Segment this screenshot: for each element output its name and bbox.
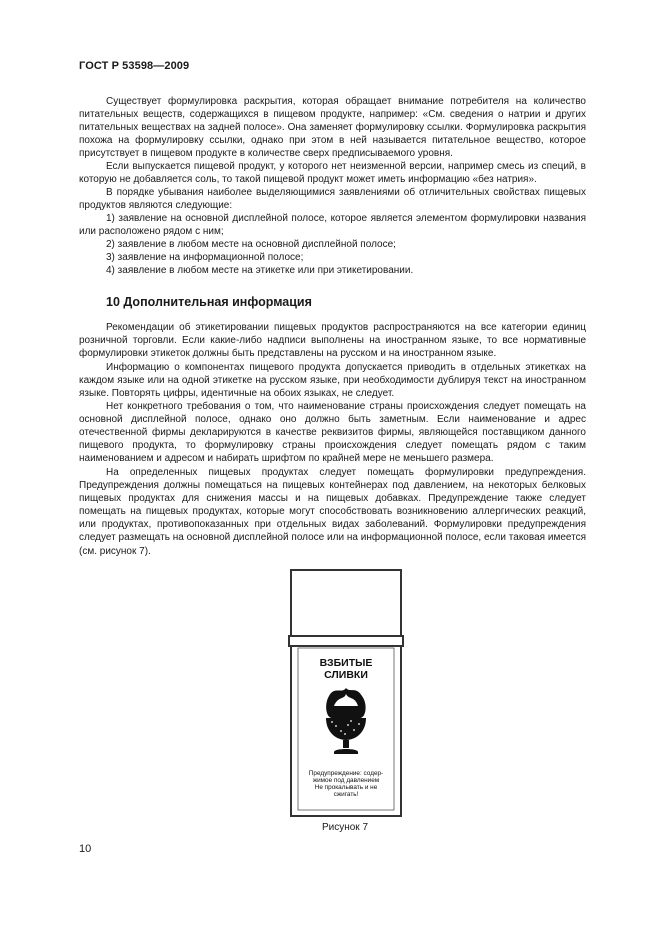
list-item-3: 3) заявление на информационной полосе; [106, 252, 304, 263]
paragraph-warnings: На определенных пищевых продуктах следует помещать формулировки предупреждения. Предупреждения должны помещаться на пищевых контейнерах под давлением, на некоторых белковых пищевых продуктах для снижения массы и на пищевых добавках. Предупреждение также следует помещать на пищевых продуктах, которые могут способствовать возникновению аллергических реакций, или продуктах, противопоказанных при отдельных видах заболеваний. Формулировки предупреждения следует размещать на основной дисплейной полосе или на информационной полосе, если таковая имеется (см. рисунок 7). [79, 467, 586, 557]
warning-line4: сжигать! [333, 791, 359, 798]
aerosol-can-figure [288, 568, 404, 818]
warning-line2: жимое под давлением [312, 777, 380, 784]
list-item-2: 2) заявление в любом месте на основной дисплейной полосе; [106, 239, 396, 250]
paragraph-country-origin: Нет конкретного требования о том, что наименование страны происхождения следует помещать на основной дисплейной полосе, однако оно должно быть заметным. Если наименование и адрес отечественной фирмы декларируются в качестве реквизитов фирмы, являющейся поставщиком данного пищевого продукта, то формулировку страны происхождения следует помещать рядом с таким наименованием и адресом и набирать шрифтом по крайней мере не меньшего размера. [79, 401, 586, 465]
paragraph-disclosure: Существует формулировка раскрытия, которая обращает внимание потребителя на количество питательных веществ, содержащихся в пищевом продукте, например: «См. сведения о натрии и других питательных веществах на задней полосе». Она заменяет формулировку ссылки. Формулировка раскрытия похожа на формулировку ссылки, однако при этом в ней называется питательное вещество, которое присутствует в пищевом продукте в количестве сверх предписываемого уровня. [79, 96, 586, 160]
can-collar [289, 636, 403, 646]
paragraph-recommendations: Рекомендации об этикетировании пищевых продуктов распространяются на все категории единиц розничной торговли. Если какие-либо надписи выполнены на иностранном языке, то все нормативные формулировки этикеток должны быть представлены на русском и на иностранном языке. [79, 322, 586, 360]
warning-line1: Предупреждение: содер- [308, 770, 384, 777]
figure-caption: Рисунок 7 [321, 822, 369, 833]
product-name-line2: СЛИВКИ [324, 669, 368, 681]
document-header: ГОСТ Р 53598—2009 [79, 60, 190, 72]
product-name-line1: ВЗБИТЫЕ [319, 657, 373, 669]
paragraph-claims-order: В порядке убывания наиболее выделяющимися заявлениями об отличительных свойствах пищевых продуктов являются следующие: [79, 187, 586, 212]
section-title: 10 Дополнительная информация [106, 295, 312, 309]
paragraph-components-language: Информацию о компонентах пищевого продукта допускается приводить в отдельных этикетках на каждом языке или на одной этикетке на русском языке, при необходимости дублируя текст на иностранном языке. Повторять цифры, идентичные на обоих языках, не следует. [79, 362, 586, 400]
list-item-1: 1) заявление на основной дисплейной полосе, которое является элементом формулировки названия или расположено рядом с ним; [79, 213, 586, 237]
list-item-4: 4) заявление в любом месте на этикетке или при этикетировании. [106, 265, 414, 276]
can-cap [291, 570, 401, 636]
paragraph-no-sodium: Если выпускается пищевой продукт, у которого нет неизменной версии, например смесь из специй, в которую не добавляется соль, то такой пищевой продукт может иметь информацию «без натрия». [79, 161, 586, 186]
warning-line3: Не прокалывать и не [314, 784, 378, 791]
page-number: 10 [79, 843, 92, 855]
